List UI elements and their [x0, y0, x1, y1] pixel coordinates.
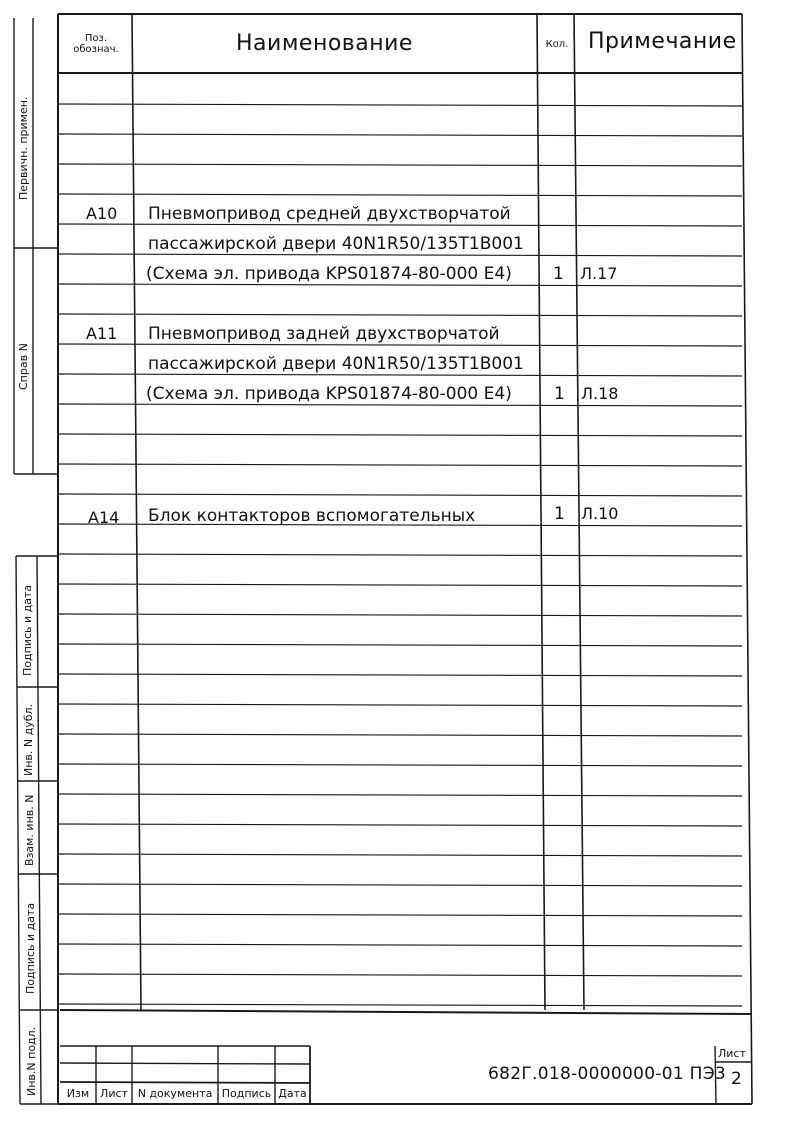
- ruled-line: [58, 374, 742, 376]
- side-label-sign-date-1: Подпись и дата: [21, 584, 34, 676]
- ruled-line: [58, 1004, 742, 1006]
- row-a14-note: Л.10: [581, 504, 619, 523]
- row-a11-qty: 1: [554, 384, 565, 404]
- ruled-line: [58, 854, 742, 856]
- row-a10-name-line2: пассажирской двери 40N1R50/135T1B001: [148, 234, 524, 254]
- ruled-line: [58, 434, 742, 436]
- ruled-line: [58, 914, 742, 916]
- ruled-line: [58, 764, 742, 766]
- ruled-line: [58, 404, 742, 406]
- ruled-line: [58, 194, 742, 196]
- ruled-line: [58, 884, 742, 886]
- pos-header-line2: обознач.: [73, 44, 119, 55]
- row-a11-pos: A11: [86, 324, 118, 343]
- sheet-number: 2: [731, 1069, 742, 1089]
- ruled-line: [58, 734, 742, 736]
- ruled-line: [58, 614, 742, 616]
- name-header: Наименование: [236, 31, 413, 56]
- side-label-reference-no: Справ N: [17, 343, 30, 390]
- ruled-line: [58, 494, 742, 496]
- pos-header: [60, 33, 132, 55]
- ruled-line: [58, 974, 742, 976]
- row-a10-name-line3: (Схема эл. привода KPS01874-80-000 E4): [146, 264, 512, 284]
- ruled-line: [58, 104, 742, 106]
- row-a10-qty: 1: [553, 264, 564, 284]
- ruled-line: [58, 224, 742, 226]
- title-col-doc-no: N документа: [137, 1087, 213, 1100]
- document-code: 682Г.018-0000000-01 ПЭ3: [488, 1064, 727, 1084]
- ruled-line: [58, 944, 742, 946]
- row-a14-qty: 1: [554, 504, 565, 524]
- pos-header-line1: Поз.: [84, 33, 108, 44]
- ruled-line: [58, 644, 742, 646]
- side-label-orig-inv-no: Инв.N подл.: [25, 1026, 38, 1096]
- title-col-change: Изм: [66, 1087, 90, 1100]
- side-label-repl-inv-no: Взам. инв. N: [23, 794, 36, 866]
- row-a14-name-line1: Блок контакторов вспомогательных: [148, 506, 476, 526]
- ruled-line: [58, 554, 742, 556]
- ruled-line: [58, 254, 742, 256]
- ruled-line: [58, 674, 742, 676]
- row-a11-name-line1: Пневмопривод задней двухстворчатой: [148, 324, 500, 344]
- side-label-sign-date-2: Подпись и дата: [24, 902, 37, 994]
- side-label-dup-inv-no: Инв. N дубл.: [22, 703, 35, 776]
- row-a11-name-line3: (Схема эл. привода KPS01874-80-000 E4): [146, 384, 512, 404]
- ruled-line: [58, 284, 742, 286]
- row-a10-pos: A10: [86, 204, 118, 223]
- row-a10-name-line1: Пневмопривод средней двухстворчатой: [148, 204, 511, 224]
- ruled-line: [58, 344, 742, 346]
- ruled-line: [58, 794, 742, 796]
- ruled-line: [58, 164, 742, 166]
- ruled-line: [58, 464, 742, 466]
- row-a11-note: Л.18: [581, 384, 619, 403]
- ruled-line: [58, 314, 742, 316]
- sheet-label: Лист: [718, 1047, 746, 1060]
- row-a14-pos: A14: [88, 508, 120, 527]
- qty-header: Кол.: [545, 39, 569, 50]
- title-col-signature: Подпись: [221, 1087, 272, 1100]
- side-label-primary-use: Первичн. примен.: [17, 96, 30, 200]
- note-header: Примечание: [588, 29, 737, 54]
- title-col-sheet: Лист: [100, 1087, 128, 1100]
- row-a11-name-line2: пассажирской двери 40N1R50/135T1B001: [148, 354, 524, 374]
- ruled-line: [58, 584, 742, 586]
- title-col-date: Дата: [278, 1087, 307, 1100]
- ruled-line: [58, 704, 742, 706]
- row-a10-note: Л.17: [580, 264, 618, 283]
- ruled-line: [58, 134, 742, 136]
- ruled-line: [58, 824, 742, 826]
